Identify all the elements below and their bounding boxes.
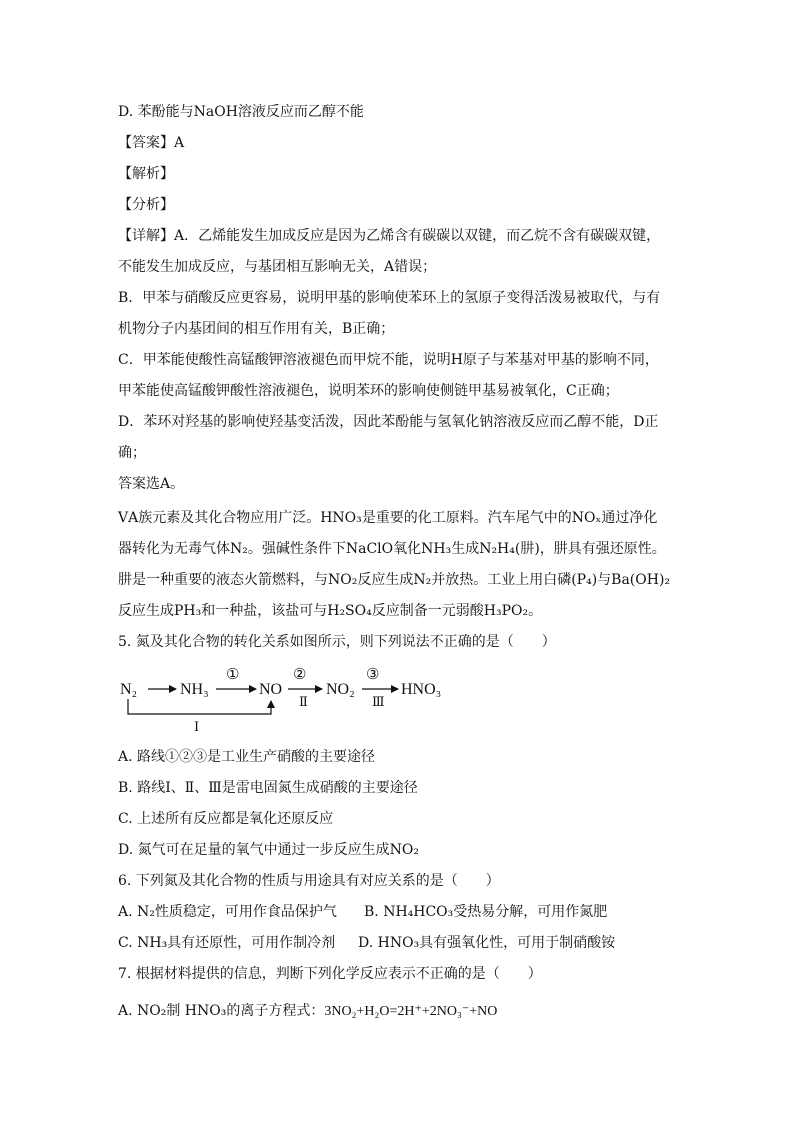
analysis-label: 【解析】 xyxy=(118,166,174,182)
q6-option-a: A. N₂性质稳定，可用作食品保护气 xyxy=(118,904,337,920)
route-i-label: Ⅰ xyxy=(194,719,200,734)
q7-option-a-equation: 3NO₂+H₂O=2H⁺+2NO₃⁻+NO xyxy=(324,1004,498,1019)
q7-option-a-prefix: A. NO₂制 HNO₃的离子方程式： xyxy=(118,1003,325,1019)
nh3-label: NH₃ xyxy=(180,681,209,698)
q5-option-c: C. 上述所有反应都是氧化还原反应 xyxy=(118,811,334,827)
detail-b-line2: 机物分子内基团间的相互作用有关，B正确； xyxy=(118,321,395,337)
q5-option-d: D. 氮气可在足量的氧气中通过一步反应生成NO₂ xyxy=(118,842,419,858)
detail-d-line2: 确； xyxy=(118,445,146,461)
material-line2: 器转化为无毒气体N₂。强碱性条件下NaClO氧化NH₃生成N₂H₄(肼)，肼具有强还原性。 xyxy=(118,541,666,557)
step2-label: ② xyxy=(293,667,307,683)
q6-option-c: C. NH₃具有还原性，可用作制冷剂 xyxy=(118,935,336,951)
route-iii-label: Ⅲ xyxy=(372,694,385,709)
detail-d-line1: D．苯环对羟基的影响使羟基变活泼，因此苯酚能与氢氧化钠溶液反应而乙醇不能，D正 xyxy=(118,414,659,430)
detail-a-line1: 【详解】A．乙烯能发生加成反应是因为乙烯含有碳碳以双键，而乙烷不含有碳碳双键， xyxy=(118,228,661,244)
nitrogen-conversion-diagram xyxy=(118,662,458,734)
no-label: NO xyxy=(259,681,283,698)
route-ii-label: Ⅱ xyxy=(299,694,308,709)
no2-label: NO₂ xyxy=(326,681,355,698)
material-line3: 肼是一种重要的液态火箭燃料，与NO₂反应生成N₂并放热。工业上用白磷(P₄)与Ba(OH)₂ xyxy=(118,572,671,588)
fenxi-label: 【分析】 xyxy=(118,197,174,213)
detail-a-line2: 不能发生加成反应，与基团相互影响无关，A错误； xyxy=(118,259,437,275)
detail-c-line2: 甲苯能使高锰酸钾酸性溶液褪色，说明苯环的影响使侧链甲基易被氧化，C正确； xyxy=(118,383,619,399)
q7-stem: 7. 根据材料提供的信息，判断下列化学反应表示不正确的是（ ） xyxy=(118,966,542,982)
material-line1: ⅤA族元素及其化合物应用广泛。HNO₃是重要的化工原料。汽车尾气中的NOₓ通过净化 xyxy=(118,510,658,526)
step3-label: ③ xyxy=(366,667,380,683)
detail-c-line1: C．甲苯能使酸性高锰酸钾溶液褪色而甲烷不能，说明H原子与苯基对甲基的影响不同， xyxy=(118,352,659,368)
answer-choice: 答案选A。 xyxy=(118,476,185,492)
step1-label: ① xyxy=(226,667,240,683)
q6-option-b: B. NH₄HCO₃受热易分解，可用作氮肥 xyxy=(364,904,608,920)
n2-label: N₂ xyxy=(120,681,138,698)
hno3-label: HNO₃ xyxy=(401,681,442,698)
q5-option-a: A. 路线①②③是工业生产硝酸的主要途径 xyxy=(118,749,376,765)
material-line4: 反应生成PH₃和一种盐，该盐可与H₂SO₄反应制备一元弱酸H₃PO₂。 xyxy=(118,603,543,619)
answer-label: 【答案】A xyxy=(118,135,185,151)
q6-stem: 6. 下列氮及其化合物的性质与用途具有对应关系的是（ ） xyxy=(118,873,500,889)
q6-option-d: D. HNO₃具有强氧化性，可用于制硝酸铵 xyxy=(358,935,616,951)
q5-option-b: B. 路线Ⅰ、Ⅱ、Ⅲ是雷电固氮生成硝酸的主要途径 xyxy=(118,780,418,796)
q4-option-d: D. 苯酚能与NaOH溶液反应而乙醇不能 xyxy=(118,104,364,120)
q7-option-a xyxy=(118,1001,678,1022)
route-i-path xyxy=(128,699,271,714)
detail-b-line1: B．甲苯与硝酸反应更容易，说明甲基的影响使苯环上的氢原子变得活泼易被取代，与有 xyxy=(118,290,661,306)
q5-stem: 5. 氮及其化合物的转化关系如图所示，则下列说法不正确的是（ ） xyxy=(118,634,556,650)
